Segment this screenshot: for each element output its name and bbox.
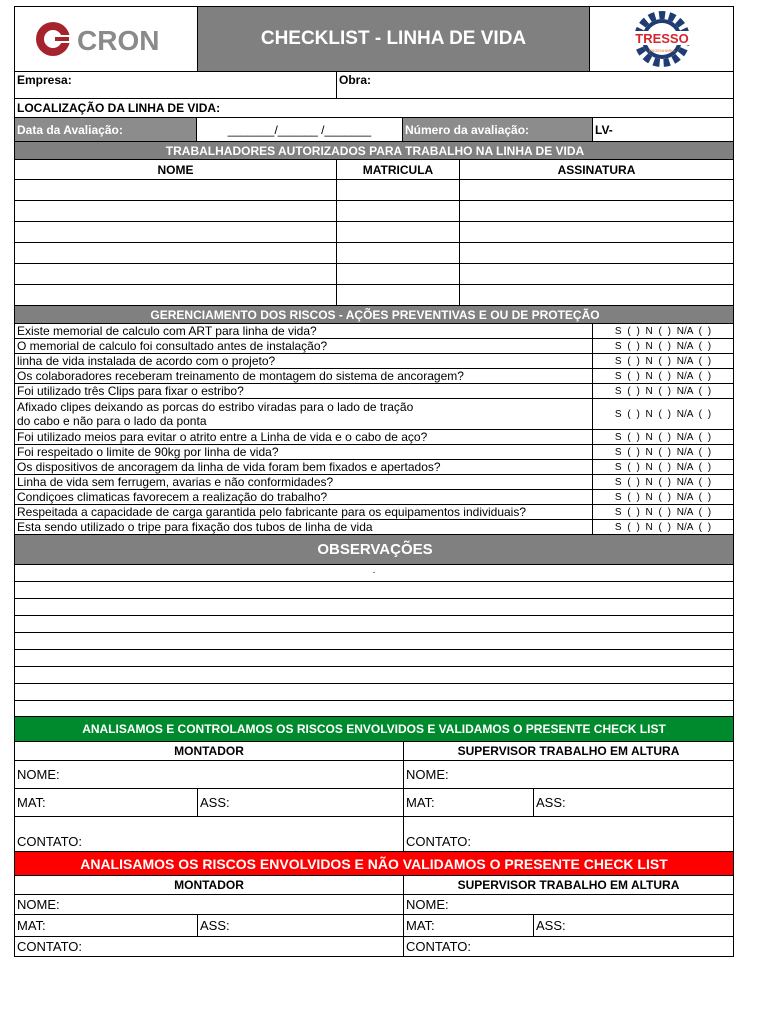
validated-banner: ANALISAMOS E CONTROLAMOS OS RISCOS ENVOLVIDOS E VALIDAMOS O PRESENTE CHECK LIST	[15, 717, 733, 741]
risk-question: linha de vida instalada de acordo com o projeto?	[15, 354, 593, 368]
worker-matricula-cell[interactable]	[337, 180, 460, 200]
numero-value: LV-	[595, 122, 613, 137]
risk-options[interactable]: S ( ) N ( ) N/A ( )	[614, 491, 712, 503]
not-validated-nome-montador: NOME:	[15, 895, 404, 914]
validated-mat-montador: MAT:	[15, 789, 198, 816]
risks-section-title: GERENCIAMENTO DOS RISCOS - AÇÕES PREVENTIVAS E OU DE PROTEÇÃO	[15, 306, 733, 323]
risk-options[interactable]: S ( ) N ( ) N/A ( )	[614, 355, 712, 367]
gear-icon	[630, 9, 694, 69]
tresso-logo-sub: ENGENHARIA	[648, 48, 675, 53]
avaliacao-row	[14, 118, 734, 142]
cron-logo-icon	[31, 17, 181, 61]
risk-question: Os colaboradores receberam treinamento de montagem do sistema de ancoragem?	[15, 369, 593, 383]
risk-question: Condiçoes climaticas favorecem a realização do trabalho?	[15, 490, 593, 504]
worker-row	[14, 285, 734, 306]
validated-supervisor: SUPERVISOR TRABALHO EM ALTURA	[457, 744, 680, 758]
not-validated-nome-supervisor: NOME:	[406, 897, 449, 912]
risk-item	[14, 399, 734, 430]
risk-options[interactable]: S ( ) N ( ) N/A ( )	[614, 408, 712, 420]
validated-ass-montador: ASS:	[198, 789, 404, 816]
localizacao-label: LOCALIZAÇÃO DA LINHA DE VIDA:	[17, 101, 221, 115]
observacoes-line[interactable]	[14, 616, 734, 633]
worker-assinatura-cell[interactable]	[460, 180, 733, 200]
risk-question	[15, 399, 593, 429]
risk-item	[14, 384, 734, 399]
col-nome: NOME	[15, 160, 337, 179]
risks-section-header	[14, 306, 734, 324]
observacoes-line[interactable]	[14, 667, 734, 684]
risk-item	[14, 490, 734, 505]
risk-question: Os dispositivos de ancoragem da linha de vida foram bem fixados e apertados?	[15, 460, 593, 474]
validated-contato-row	[14, 817, 734, 852]
risk-question-line2: do cabo e não para o lado da ponta	[17, 414, 207, 428]
risk-options[interactable]: S ( ) N ( ) N/A ( )	[614, 431, 712, 443]
risk-options[interactable]: S ( ) N ( ) N/A ( )	[614, 461, 712, 473]
risk-question: Linha de vida sem ferrugem, avarias e não conformidades?	[15, 475, 593, 489]
risk-item	[14, 460, 734, 475]
risk-question: Respeitada a capacidade de carga garantida pelo fabricante para os equipamentos individuais?	[15, 505, 593, 519]
worker-row	[14, 201, 734, 222]
worker-row	[14, 243, 734, 264]
risk-rows	[14, 324, 734, 535]
observacoes-line[interactable]	[14, 684, 734, 701]
worker-nome-cell[interactable]	[15, 285, 337, 305]
validated-contato-montador: CONTATO:	[15, 817, 404, 851]
worker-nome-cell[interactable]	[15, 243, 337, 263]
worker-matricula-cell[interactable]	[337, 201, 460, 221]
not-validated-contato-supervisor: CONTATO:	[406, 939, 471, 954]
not-validated-mat-supervisor: MAT:	[404, 915, 534, 936]
risk-question: Existe memorial de calculo com ART para linha de vida?	[15, 324, 593, 338]
validated-ass-supervisor: ASS:	[536, 795, 566, 810]
risk-question: Foi utilizado meios para evitar o atrito entre a Linha de vida e o cabo de aço?	[15, 430, 593, 444]
workers-col-headers	[14, 160, 734, 180]
risk-options[interactable]: S ( ) N ( ) N/A ( )	[614, 340, 712, 352]
validated-mat-supervisor: MAT:	[404, 789, 534, 816]
worker-assinatura-cell[interactable]	[460, 222, 733, 242]
spacer	[14, 701, 734, 716]
col-assinatura: ASSINATURA	[557, 162, 636, 177]
workers-section-title: TRABALHADORES AUTORIZADOS PARA TRABALHO NA LINHA DE VIDA	[15, 142, 733, 159]
observacoes-mark: .	[372, 565, 376, 576]
worker-row	[14, 222, 734, 243]
risk-options[interactable]: S ( ) N ( ) N/A ( )	[614, 506, 712, 518]
not-validated-contato-row	[14, 937, 734, 957]
validated-mat-row	[14, 789, 734, 817]
validated-nome-row	[14, 761, 734, 789]
data-value: _______/______ /_______	[197, 118, 403, 141]
validated-montador: MONTADOR	[15, 742, 404, 760]
page-title: CHECKLIST - LINHA DE VIDA	[198, 7, 590, 71]
header	[14, 6, 734, 72]
risk-item	[14, 445, 734, 460]
not-validated-supervisor: SUPERVISOR TRABALHO EM ALTURA	[457, 878, 680, 892]
not-validated-banner: ANALISAMOS OS RISCOS ENVOLVIDOS E NÃO VALIDAMOS O PRESENTE CHECK LIST	[15, 852, 733, 875]
worker-nome-cell[interactable]	[15, 264, 337, 284]
not-validated-roles-row	[14, 876, 734, 895]
checklist-sheet	[14, 6, 734, 957]
empresa-row	[14, 72, 734, 99]
not-validated-mat-montador: MAT:	[15, 915, 198, 936]
risk-item	[14, 369, 734, 384]
worker-matricula-cell[interactable]	[337, 285, 460, 305]
risk-item	[14, 475, 734, 490]
worker-rows	[14, 180, 734, 306]
risk-item	[14, 339, 734, 354]
risk-options[interactable]: S ( ) N ( ) N/A ( )	[614, 385, 712, 397]
worker-matricula-cell[interactable]	[337, 264, 460, 284]
worker-nome-cell[interactable]	[15, 222, 337, 242]
risk-options[interactable]: S ( ) N ( ) N/A ( )	[614, 325, 712, 337]
localizacao-row	[14, 99, 734, 118]
tresso-logo	[590, 7, 733, 71]
empresa-label: Empresa:	[15, 72, 337, 98]
observacoes-line[interactable]	[14, 633, 734, 650]
observacoes-lines	[14, 582, 734, 701]
observacoes-line[interactable]	[14, 650, 734, 667]
risk-item	[14, 505, 734, 520]
worker-assinatura-cell[interactable]	[460, 243, 733, 263]
risk-item	[14, 520, 734, 535]
validated-nome-supervisor: NOME:	[406, 767, 449, 782]
numero-label: Número da avaliação:	[403, 118, 593, 141]
worker-nome-cell[interactable]	[15, 201, 337, 221]
validated-roles-row	[14, 742, 734, 761]
risk-question: Foi respeitado o limite de 90kg por linha de vida?	[15, 445, 593, 459]
validated-contato-supervisor: CONTATO:	[406, 834, 471, 849]
risk-item	[14, 430, 734, 445]
worker-assinatura-cell[interactable]	[460, 285, 733, 305]
observacoes-header	[14, 535, 734, 565]
risk-options[interactable]: S ( ) N ( ) N/A ( )	[614, 476, 712, 488]
worker-assinatura-cell[interactable]	[460, 264, 733, 284]
validated-nome-montador: NOME:	[15, 761, 404, 788]
tresso-logo-text: TRESSO	[634, 31, 689, 46]
worker-matricula-cell[interactable]	[337, 222, 460, 242]
worker-nome-cell[interactable]	[15, 180, 337, 200]
risk-question: Foi utilizado três Clips para fixar o estribo?	[15, 384, 593, 398]
worker-row	[14, 264, 734, 285]
risk-question: Esta sendo utilizado o tripe para fixação dos tubos de linha de vida	[15, 520, 593, 534]
not-validated-mat-row	[14, 915, 734, 937]
not-validated-nome-row	[14, 895, 734, 915]
risk-options[interactable]: S ( ) N ( ) N/A ( )	[614, 370, 712, 382]
data-label: Data da Avaliação:	[15, 118, 197, 141]
risk-options[interactable]: S ( ) N ( ) N/A ( )	[614, 521, 712, 533]
worker-matricula-cell[interactable]	[337, 243, 460, 263]
risk-options[interactable]: S ( ) N ( ) N/A ( )	[614, 446, 712, 458]
observacoes-line[interactable]	[14, 582, 734, 599]
cron-logo	[15, 7, 198, 71]
not-validated-banner-row	[14, 852, 734, 876]
worker-assinatura-cell[interactable]	[460, 201, 733, 221]
workers-section-header	[14, 142, 734, 160]
obra-label: Obra:	[339, 73, 372, 87]
risk-question-line1: Afixado clipes deixando as porcas do estribo viradas para o lado de tração	[17, 400, 414, 414]
not-validated-montador: MONTADOR	[15, 876, 404, 894]
not-validated-ass-supervisor: ASS:	[536, 918, 566, 933]
cron-logo-text: CRON	[77, 25, 160, 56]
risk-item	[14, 324, 734, 339]
not-validated-ass-montador: ASS:	[198, 915, 404, 936]
risk-item	[14, 354, 734, 369]
observacoes-title: OBSERVAÇÕES	[15, 535, 733, 564]
not-validated-contato-montador: CONTATO:	[15, 937, 404, 956]
worker-row	[14, 180, 734, 201]
observacoes-line	[14, 565, 734, 582]
col-matricula: MATRICULA	[337, 160, 460, 179]
risk-question: O memorial de calculo foi consultado antes de instalação?	[15, 339, 593, 353]
validated-banner-row	[14, 716, 734, 742]
observacoes-line[interactable]	[14, 599, 734, 616]
